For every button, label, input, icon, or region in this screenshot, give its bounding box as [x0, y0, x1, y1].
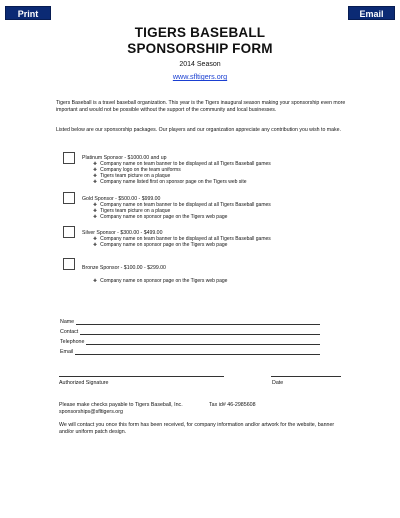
telephone-label: Telephone	[60, 339, 85, 345]
checks-payable-text: Please make checks payable to Tigers Baseball, Inc.	[59, 402, 183, 408]
telephone-field-row	[60, 338, 320, 345]
bronze-benefits	[93, 278, 227, 284]
website-link[interactable]: www.sfltigers.org	[172, 72, 228, 81]
list-item: ❖ Company name on team banner to be displayed at all Tigers Baseball games	[93, 161, 271, 167]
name-label: Name	[60, 319, 75, 325]
print-button[interactable]: Print	[5, 6, 51, 20]
contact-note: We will contact you once this form has been received, for company information and/or artwork for the website, banner and/or uniform patch design.	[59, 422, 335, 435]
contact-label: Contact	[60, 329, 79, 335]
gold-checkbox[interactable]	[63, 192, 75, 204]
silver-benefits	[93, 236, 271, 248]
silver-title: Silver Sponsor - $300.00 - $499.00	[82, 230, 163, 236]
name-input[interactable]	[76, 319, 320, 325]
gold-title: Gold Sponsor - $500.00 - $999.00	[82, 196, 161, 202]
email-label: Email	[60, 349, 74, 355]
form-title-line2: SPONSORSHIP FORM	[127, 41, 273, 56]
list-item: ❖ Company name listed first on sponsor page on the Tigers web site	[93, 179, 271, 185]
sponsorship-email[interactable]: sponsorships@sfltigers.org	[59, 408, 123, 415]
name-field-row	[60, 318, 320, 325]
contact-field-row	[60, 328, 320, 335]
signature-input[interactable]	[59, 376, 224, 377]
list-item: ❖ Company name on team banner to be displayed at all Tigers Baseball games	[93, 202, 271, 208]
platinum-title: Platinum Sponsor - $1000.00 and up	[82, 155, 167, 161]
list-item: ❖ Company name on sponsor page on the Tigers web page	[93, 242, 271, 248]
form-title-line1: TIGERS BASEBALL	[134, 25, 266, 40]
list-item: ❖ Company logo on the team uniforms	[93, 167, 271, 173]
list-item: ❖ Company name on sponsor page on the Tigers web page	[93, 214, 271, 220]
platinum-checkbox[interactable]	[63, 152, 75, 164]
checks-payable-block	[59, 402, 256, 415]
telephone-input[interactable]	[86, 339, 320, 345]
gold-benefits	[93, 202, 271, 220]
silver-checkbox[interactable]	[63, 226, 75, 238]
intro-paragraph: Tigers Baseball is a travel baseball organization. This year is the Tigers inaugural season making your sponsorship even more important and would not be possible without the support of the community and local businesses.	[56, 100, 346, 113]
list-item: ❖ Tigers team picture on a plaque	[93, 208, 271, 214]
contact-input[interactable]	[80, 329, 320, 335]
tax-id: Tax id# 46-2985608	[209, 402, 256, 408]
list-item: ❖ Tigers team picture on a plaque	[93, 173, 271, 179]
date-input[interactable]	[271, 376, 341, 377]
list-item: ❖ Company name on team banner to be displayed at all Tigers Baseball games	[93, 236, 271, 242]
platinum-benefits	[93, 161, 271, 185]
email-button[interactable]: Email	[348, 6, 395, 20]
season-label: 2014 Season	[179, 61, 221, 68]
email-field-row	[60, 348, 320, 355]
date-label: Date	[272, 380, 284, 386]
email-input[interactable]	[75, 349, 320, 355]
signature-label: Authorized Signature	[59, 380, 109, 386]
packages-intro-paragraph: Listed below are our sponsorship packages. Our players and our organization appreciate any contribution you wish to make.	[56, 127, 341, 133]
list-item: ❖ Company name on sponsor page on the Tigers web page	[93, 278, 227, 284]
website-link-wrap	[0, 72, 400, 81]
bronze-checkbox[interactable]	[63, 258, 75, 270]
bronze-title: Bronze Sponsor - $100.00 - $299.00	[82, 265, 166, 271]
